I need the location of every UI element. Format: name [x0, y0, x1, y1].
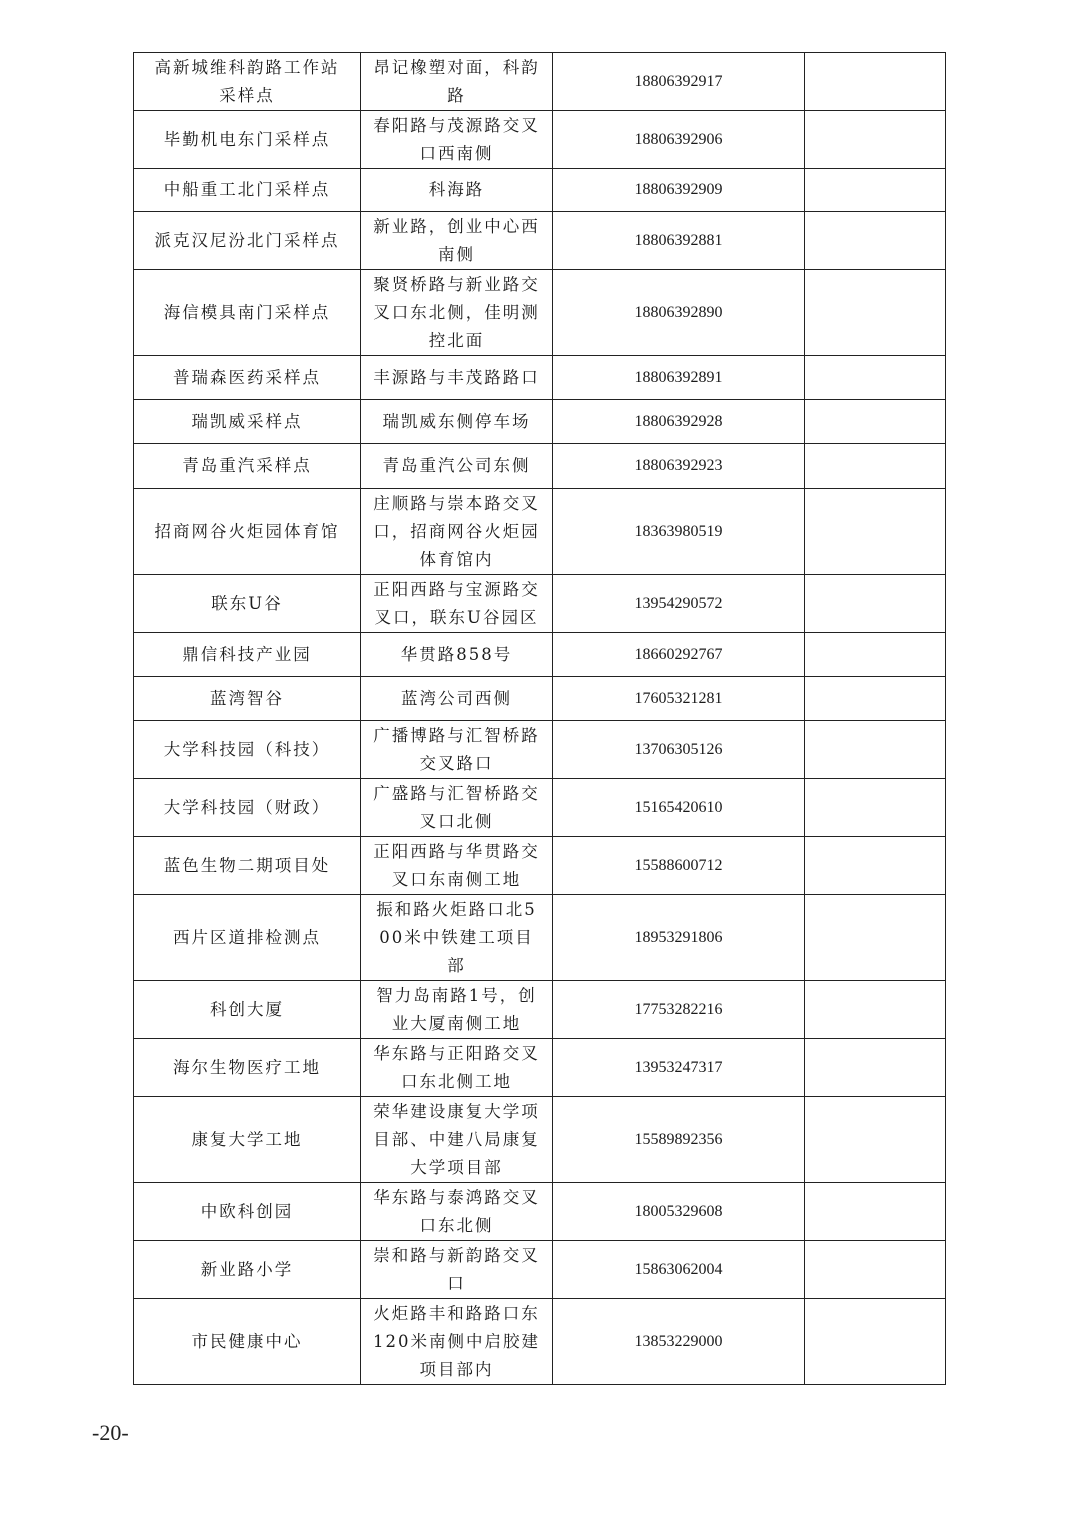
- table-row: [134, 1039, 946, 1097]
- site-address-cell: 蓝湾公司西侧: [361, 677, 553, 721]
- table-row: [134, 444, 946, 489]
- site-name-cell: 新业路小学: [134, 1241, 361, 1299]
- table-row: [134, 53, 946, 111]
- site-name-cell: 中欧科创园: [134, 1183, 361, 1241]
- site-note-cell: [805, 444, 946, 489]
- table-row: [134, 633, 946, 677]
- site-note-cell: [805, 212, 946, 270]
- site-note-cell: [805, 53, 946, 111]
- site-phone-cell: 15588600712: [553, 837, 805, 895]
- site-note-cell: [805, 779, 946, 837]
- site-address-cell: 昂记橡塑对面，科韵路: [361, 53, 553, 111]
- table-row: [134, 721, 946, 779]
- table-row: [134, 212, 946, 270]
- sampling-site-table: [133, 52, 946, 1385]
- table-row: [134, 837, 946, 895]
- site-note-cell: [805, 111, 946, 169]
- site-address-cell: 崇和路与新韵路交叉口: [361, 1241, 553, 1299]
- site-note-cell: [805, 1039, 946, 1097]
- site-address-cell: 瑞凯威东侧停车场: [361, 400, 553, 444]
- site-name-cell: 蓝色生物二期项目处: [134, 837, 361, 895]
- site-phone-cell: 15165420610: [553, 779, 805, 837]
- site-name-cell: 高新城维科韵路工作站采样点: [134, 53, 361, 111]
- site-note-cell: [805, 981, 946, 1039]
- page-number: -20-: [92, 1420, 129, 1445]
- site-phone-cell: 18806392909: [553, 169, 805, 212]
- site-phone-cell: 18806392906: [553, 111, 805, 169]
- table-row: [134, 169, 946, 212]
- table-row: [134, 981, 946, 1039]
- site-phone-cell: 17753282216: [553, 981, 805, 1039]
- site-note-cell: [805, 489, 946, 575]
- table-row: [134, 400, 946, 444]
- site-name-cell: 科创大厦: [134, 981, 361, 1039]
- site-name-cell: 瑞凯威采样点: [134, 400, 361, 444]
- table-row: [134, 1299, 946, 1385]
- table-row: [134, 1183, 946, 1241]
- site-address-cell: 荣华建设康复大学项目部、中建八局康复大学项目部: [361, 1097, 553, 1183]
- site-note-cell: [805, 1299, 946, 1385]
- site-address-cell: 广播博路与汇智桥路交叉路口: [361, 721, 553, 779]
- site-address-cell: 振和路火炬路口北500米中铁建工项目部: [361, 895, 553, 981]
- site-name-cell: 海尔生物医疗工地: [134, 1039, 361, 1097]
- site-note-cell: [805, 270, 946, 356]
- site-address-cell: 火炬路丰和路路口东120米南侧中启胶建项目部内: [361, 1299, 553, 1385]
- site-name-cell: 联东U谷: [134, 575, 361, 633]
- table-row: [134, 575, 946, 633]
- site-note-cell: [805, 837, 946, 895]
- site-address-cell: 华东路与泰鸿路交叉口东北侧: [361, 1183, 553, 1241]
- site-name-cell: 蓝湾智谷: [134, 677, 361, 721]
- site-phone-cell: 18806392923: [553, 444, 805, 489]
- site-name-cell: 市民健康中心: [134, 1299, 361, 1385]
- site-address-cell: 春阳路与茂源路交叉口西南侧: [361, 111, 553, 169]
- site-note-cell: [805, 575, 946, 633]
- table-row: [134, 111, 946, 169]
- site-phone-cell: 18005329608: [553, 1183, 805, 1241]
- site-name-cell: 青岛重汽采样点: [134, 444, 361, 489]
- site-phone-cell: 15863062004: [553, 1241, 805, 1299]
- site-name-cell: 招商网谷火炬园体育馆: [134, 489, 361, 575]
- site-address-cell: 华东路与正阳路交叉口东北侧工地: [361, 1039, 553, 1097]
- site-name-cell: 大学科技园（财政）: [134, 779, 361, 837]
- site-name-cell: 毕勤机电东门采样点: [134, 111, 361, 169]
- site-name-cell: 西片区道排检测点: [134, 895, 361, 981]
- site-address-cell: 正阳西路与华贯路交叉口东南侧工地: [361, 837, 553, 895]
- site-address-cell: 丰源路与丰茂路路口: [361, 356, 553, 400]
- table-row: [134, 489, 946, 575]
- site-phone-cell: 18953291806: [553, 895, 805, 981]
- site-address-cell: 华贯路858号: [361, 633, 553, 677]
- site-address-cell: 庄顺路与崇本路交叉口，招商网谷火炬园体育馆内: [361, 489, 553, 575]
- site-name-cell: 普瑞森医药采样点: [134, 356, 361, 400]
- table-row: [134, 1241, 946, 1299]
- site-address-cell: 聚贤桥路与新业路交叉口东北侧，佳明测控北面: [361, 270, 553, 356]
- site-address-cell: 智力岛南路1号，创业大厦南侧工地: [361, 981, 553, 1039]
- site-note-cell: [805, 677, 946, 721]
- site-address-cell: 正阳西路与宝源路交叉口，联东U谷园区: [361, 575, 553, 633]
- table-row: [134, 895, 946, 981]
- site-note-cell: [805, 1241, 946, 1299]
- site-phone-cell: 15589892356: [553, 1097, 805, 1183]
- site-name-cell: 鼎信科技产业园: [134, 633, 361, 677]
- table-row: [134, 677, 946, 721]
- site-name-cell: 中船重工北门采样点: [134, 169, 361, 212]
- site-note-cell: [805, 356, 946, 400]
- site-note-cell: [805, 895, 946, 981]
- site-phone-cell: 18806392917: [553, 53, 805, 111]
- site-phone-cell: 18806392928: [553, 400, 805, 444]
- site-name-cell: 大学科技园（科技）: [134, 721, 361, 779]
- site-note-cell: [805, 400, 946, 444]
- site-note-cell: [805, 721, 946, 779]
- table-row: [134, 356, 946, 400]
- site-phone-cell: 18363980519: [553, 489, 805, 575]
- site-name-cell: 康复大学工地: [134, 1097, 361, 1183]
- site-name-cell: 海信模具南门采样点: [134, 270, 361, 356]
- site-phone-cell: 18806392891: [553, 356, 805, 400]
- table-row: [134, 270, 946, 356]
- table-row: [134, 1097, 946, 1183]
- site-note-cell: [805, 633, 946, 677]
- site-phone-cell: 13706305126: [553, 721, 805, 779]
- site-note-cell: [805, 169, 946, 212]
- site-name-cell: 派克汉尼汾北门采样点: [134, 212, 361, 270]
- site-phone-cell: 18660292767: [553, 633, 805, 677]
- site-note-cell: [805, 1097, 946, 1183]
- site-phone-cell: 18806392890: [553, 270, 805, 356]
- table-row: [134, 779, 946, 837]
- site-address-cell: 科海路: [361, 169, 553, 212]
- site-address-cell: 广盛路与汇智桥路交叉口北侧: [361, 779, 553, 837]
- site-address-cell: 青岛重汽公司东侧: [361, 444, 553, 489]
- site-phone-cell: 18806392881: [553, 212, 805, 270]
- site-address-cell: 新业路，创业中心西南侧: [361, 212, 553, 270]
- site-phone-cell: 13853229000: [553, 1299, 805, 1385]
- site-phone-cell: 13953247317: [553, 1039, 805, 1097]
- site-phone-cell: 17605321281: [553, 677, 805, 721]
- site-note-cell: [805, 1183, 946, 1241]
- site-phone-cell: 13954290572: [553, 575, 805, 633]
